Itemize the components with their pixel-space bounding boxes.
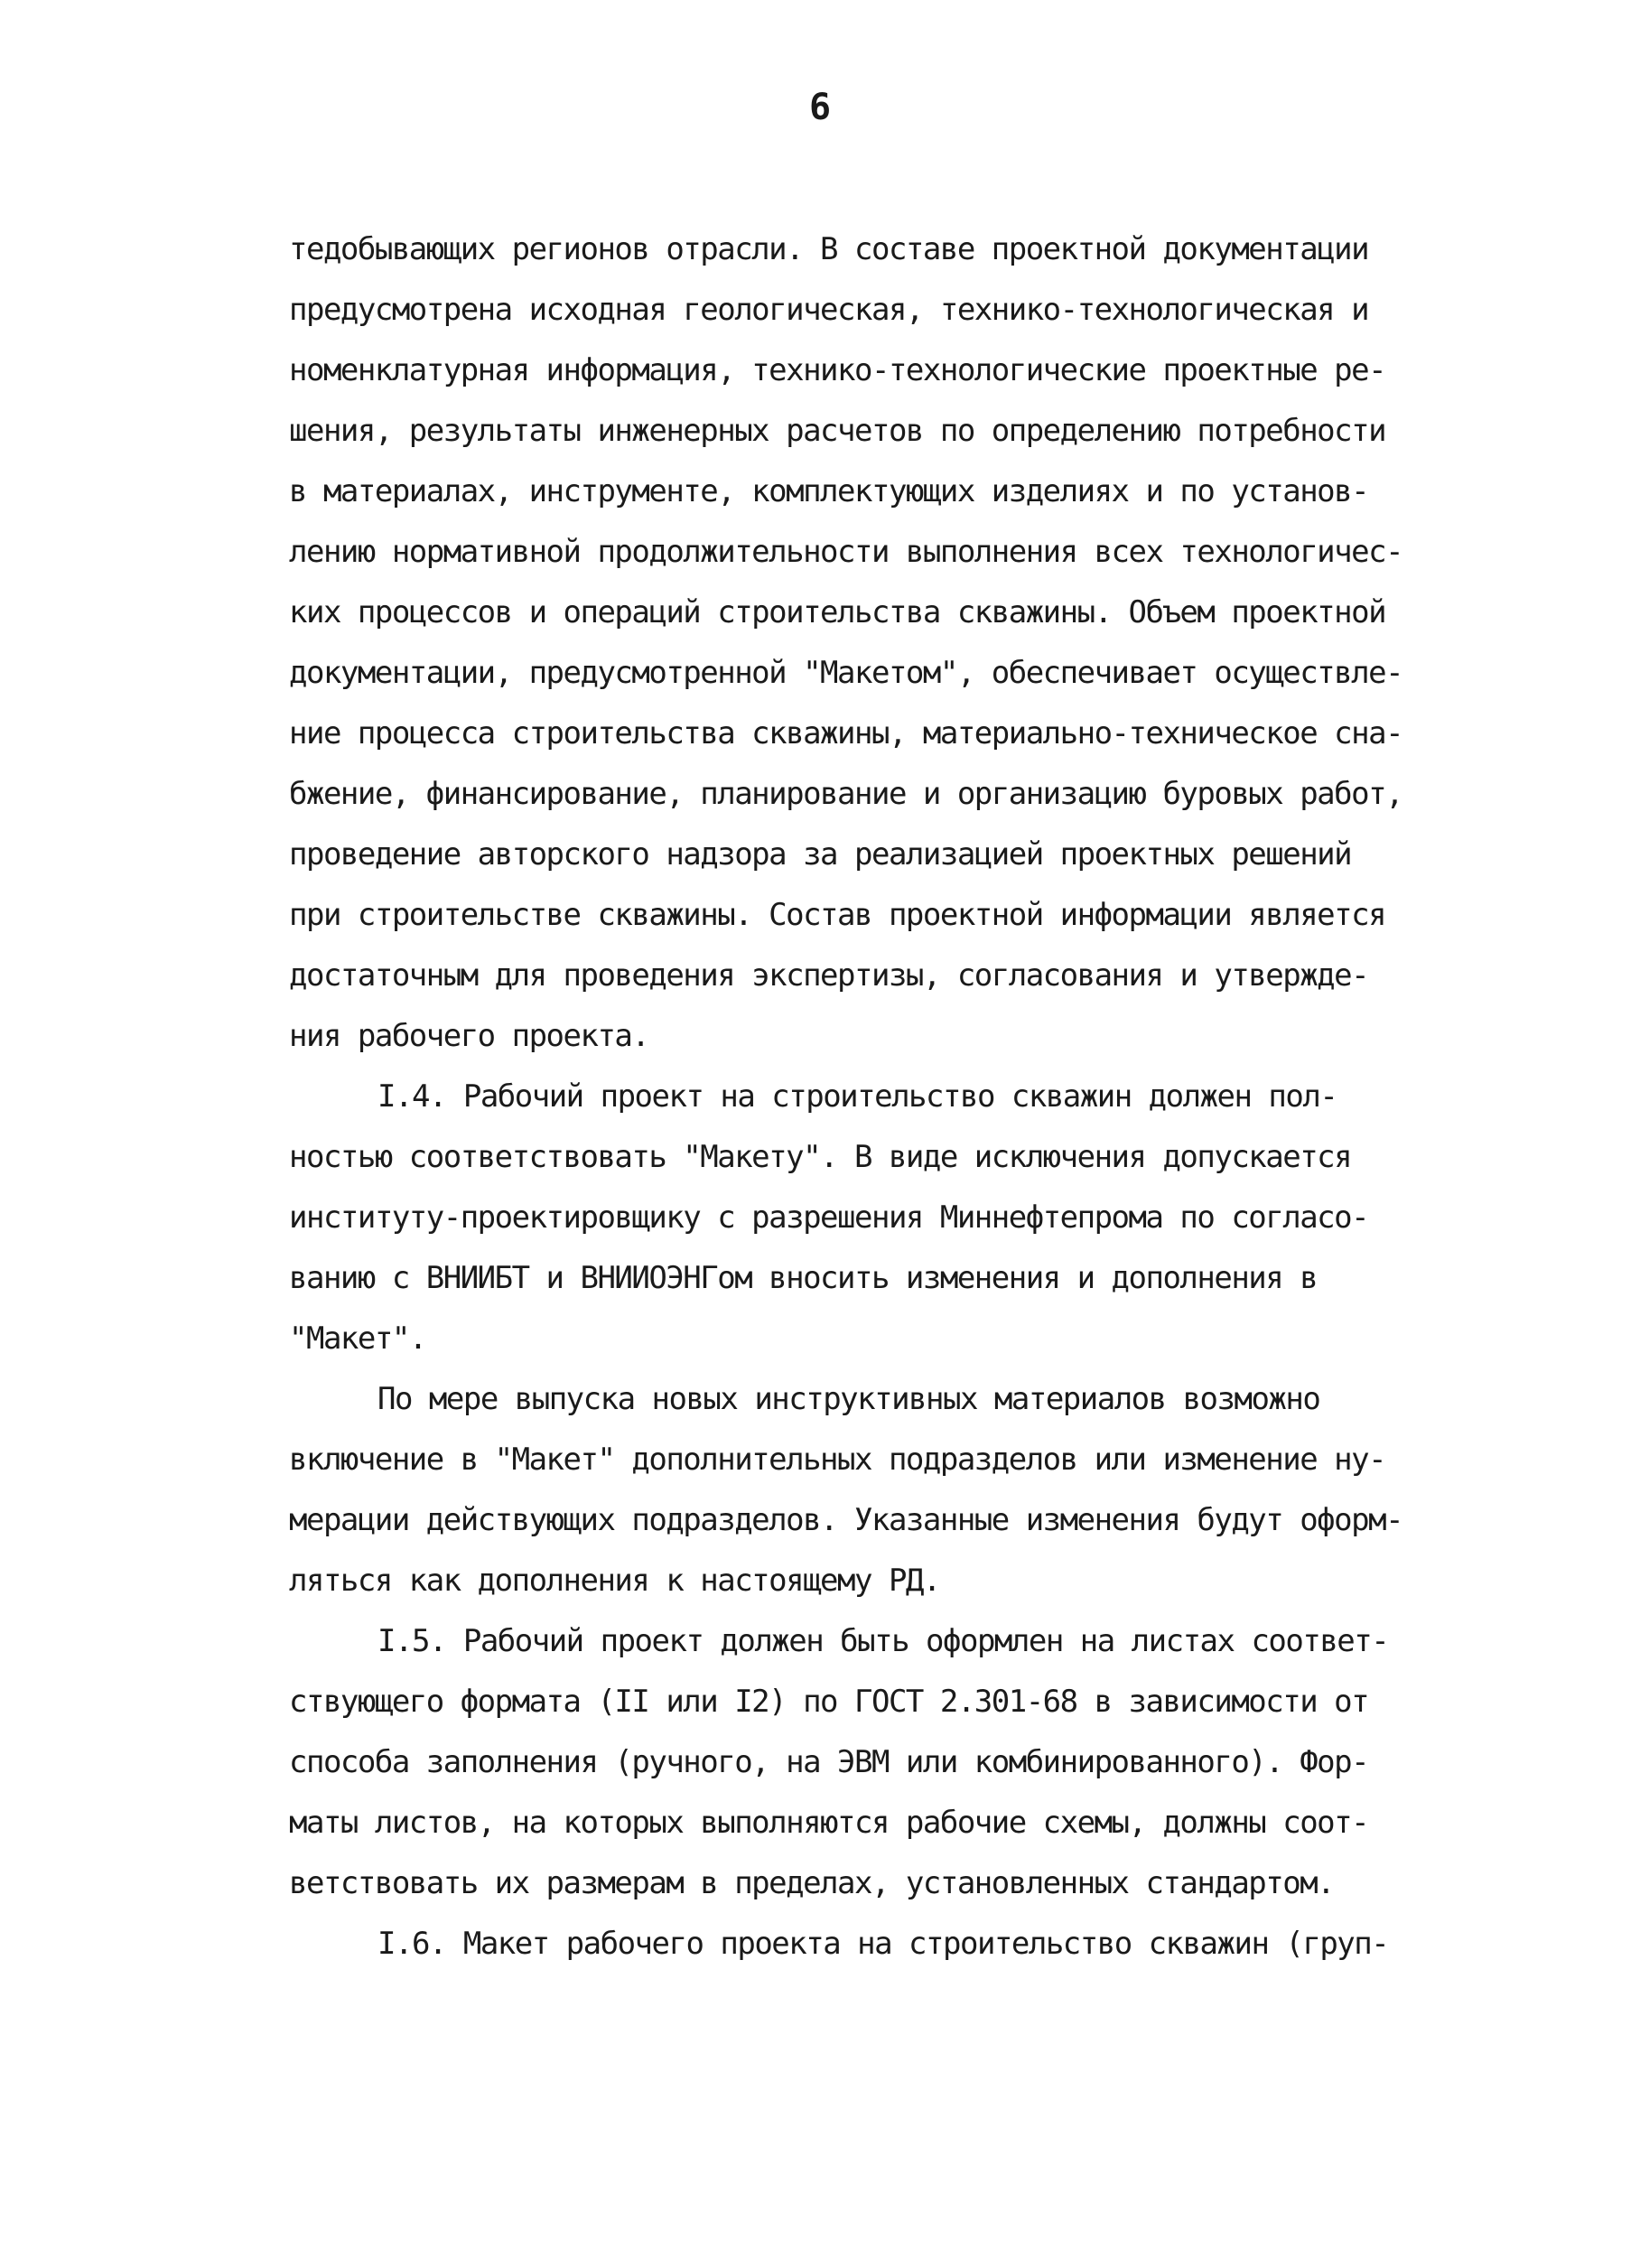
text-line: ванию с ВНИИБТ и ВНИИОЭНГом вносить изменения и дополнения в [289,1260,1318,1296]
section-1-4-start: I.4. Рабочий проект на строительство скважин должен пол- [377,1078,1337,1115]
text-line: ния рабочего проекта. [289,1018,649,1054]
text-line: мерации действующих подразделов. Указанные изменения будут оформ- [289,1502,1403,1538]
paragraph-start: По мере выпуска новых инструктивных материалов возможно [377,1381,1320,1417]
text-line: достаточным для проведения экспертизы, согласования и утвержде- [289,957,1369,994]
text-line: бжение, финансирование, планирование и организацию буровых работ, [289,776,1403,812]
page-number: 6 [808,87,832,128]
text-line: лению нормативной продолжительности выполнения всех технологичес- [289,534,1403,570]
text-line: ляться как дополнения к настоящему РД. [289,1563,940,1599]
text-line: включение в "Макет" дополнительных подразделов или изменение ну- [289,1442,1386,1478]
text-line: ких процессов и операций строительства скважины. Объем проектной [289,594,1386,630]
text-line: в материалах, инструменте, комплектующих изделиях и по установ- [289,473,1369,509]
text-line: ствующего формата (II или I2) по ГОСТ 2.301-68 в зависимости от [289,1684,1369,1720]
text-line: ние процесса строительства скважины, материально-техническое сна- [289,715,1403,751]
text-line: ветствовать их размерам в пределах, установленных стандартом. [289,1865,1335,1901]
text-line: "Макет". [289,1321,426,1357]
text-line: тедобывающих регионов отрасли. В составе проектной документации [289,231,1369,267]
section-1-6-start: I.6. Макет рабочего проекта на строительство скважин (груп- [377,1926,1389,1962]
text-line: ностью соответствовать "Макету". В виде исключения допускается [289,1139,1352,1175]
text-line: способа заполнения (ручного, на ЭВМ или комбинированного). Фор- [289,1744,1369,1780]
text-line: шения, результаты инженерных расчетов по определению потребности [289,413,1386,449]
text-line: проведение авторского надзора за реализацией проектных решений [289,836,1352,873]
section-1-5-start: I.5. Рабочий проект должен быть оформлен на листах соответ- [377,1623,1389,1659]
text-line: документации, предусмотренной "Макетом", обеспечивает осуществле- [289,655,1403,691]
text-line: предусмотрена исходная геологическая, технико-технологическая и [289,292,1369,328]
text-line: институту-проектировщику с разрешения Миннефтепрома по согласо- [289,1199,1369,1236]
text-line: номенклатурная информация, технико-технологические проектные ре- [289,352,1386,388]
text-line: при строительстве скважины. Состав проектной информации является [289,897,1386,933]
text-line: маты листов, на которых выполняются рабочие схемы, должны соот- [289,1805,1369,1841]
